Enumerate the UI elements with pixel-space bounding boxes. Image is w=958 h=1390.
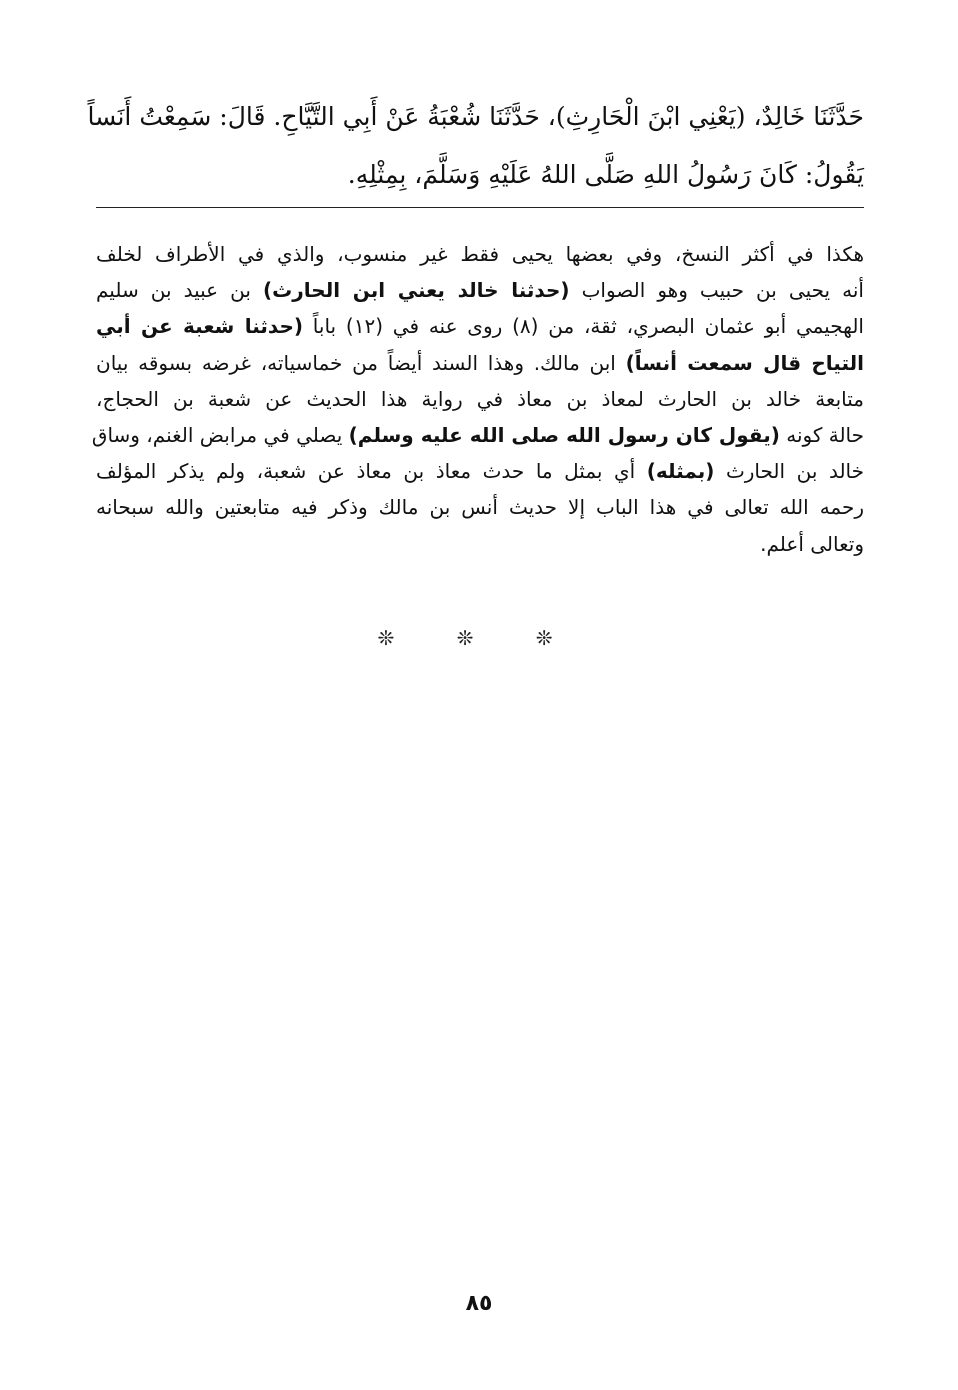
page-number: ٨٥: [465, 1291, 493, 1316]
commentary-text-span: الهجيمي أبو عثمان البصري، ثقة، من (٨) روى عنه في (١٢) باباً: [303, 314, 864, 339]
hadith-line-1: حَدَّثَنَا خَالِدٌ، (يَعْنِي ابْنَ الْحَارِثِ)، حَدَّثَنَا شُعْبَةُ عَنْ أَبِي التَّيَّاحِ. قَالَ: سَمِعْتُ أَنَساً: [87, 102, 864, 131]
quoted-matn: (بمثله): [646, 459, 715, 484]
commentary-line-7: [96, 453, 864, 489]
commentary-line-9: [96, 526, 864, 562]
commentary-text-span: بن عبيد بن سليم: [96, 278, 264, 303]
commentary-text-span: خالد بن الحارث: [714, 459, 864, 484]
quoted-matn: (يقول كان رسول الله صلى الله عليه وسلم): [348, 422, 780, 447]
commentary-text-span: أنه يحيى بن حبيب وهو الصواب: [569, 278, 864, 303]
quoted-matn: التياح قال سمعت أنساً): [625, 350, 864, 375]
commentary-text-span: ابن مالك. وهذا السند أيضاً من خماسياته، غرضه بسوقه بيان: [96, 350, 626, 375]
commentary-line-2: [96, 272, 864, 308]
commentary-line-6: [91, 417, 864, 453]
commentary-text-span: أي بمثل ما حدث معاذ بن معاذ عن شعبة، ولم يذكر المؤلف: [96, 459, 647, 484]
commentary-line-4: [96, 345, 864, 381]
section-end-stars: ❊ ❊ ❊: [377, 626, 581, 650]
quoted-matn: (حدثنا شعبة عن أبي: [96, 314, 303, 339]
footnote-separator-line: [96, 207, 864, 208]
commentary-text-span: هكذا في أكثر النسخ، وفي بعضها يحيى فقط غير منسوب، والذي في الأطراف لخلف: [96, 242, 864, 266]
hadith-text: [87, 88, 864, 204]
commentary-text-span: متابعة خالد بن الحارث لمعاذ بن معاذ في رواية هذا الحديث عن شعبة بن الحجاج،: [96, 386, 864, 411]
commentary-line-8: [96, 489, 864, 525]
commentary-line-5: [96, 381, 864, 417]
commentary-text-span: حالة كونه: [779, 422, 864, 447]
commentary-text-span: يصلي في مرابض الغنم، وساق: [91, 422, 349, 447]
quoted-matn: (حدثنا خالد يعني ابن الحارث): [263, 278, 570, 303]
commentary-line-1: [96, 236, 864, 272]
commentary-line-3: [96, 308, 864, 344]
hadith-line-2: يَقُولُ: كَانَ رَسُولُ اللهِ صَلَّى اللهُ عَلَيْهِ وَسَلَّمَ، بِمِثْلِهِ.: [347, 160, 864, 189]
commentary-text-span: وتعالى أعلم.: [760, 531, 864, 556]
commentary-text: [91, 236, 864, 562]
commentary-text-span: رحمه الله تعالى في هذا الباب إلا حديث أنس بن مالك وذكر فيه متابعتين والله سبحانه: [96, 495, 864, 520]
